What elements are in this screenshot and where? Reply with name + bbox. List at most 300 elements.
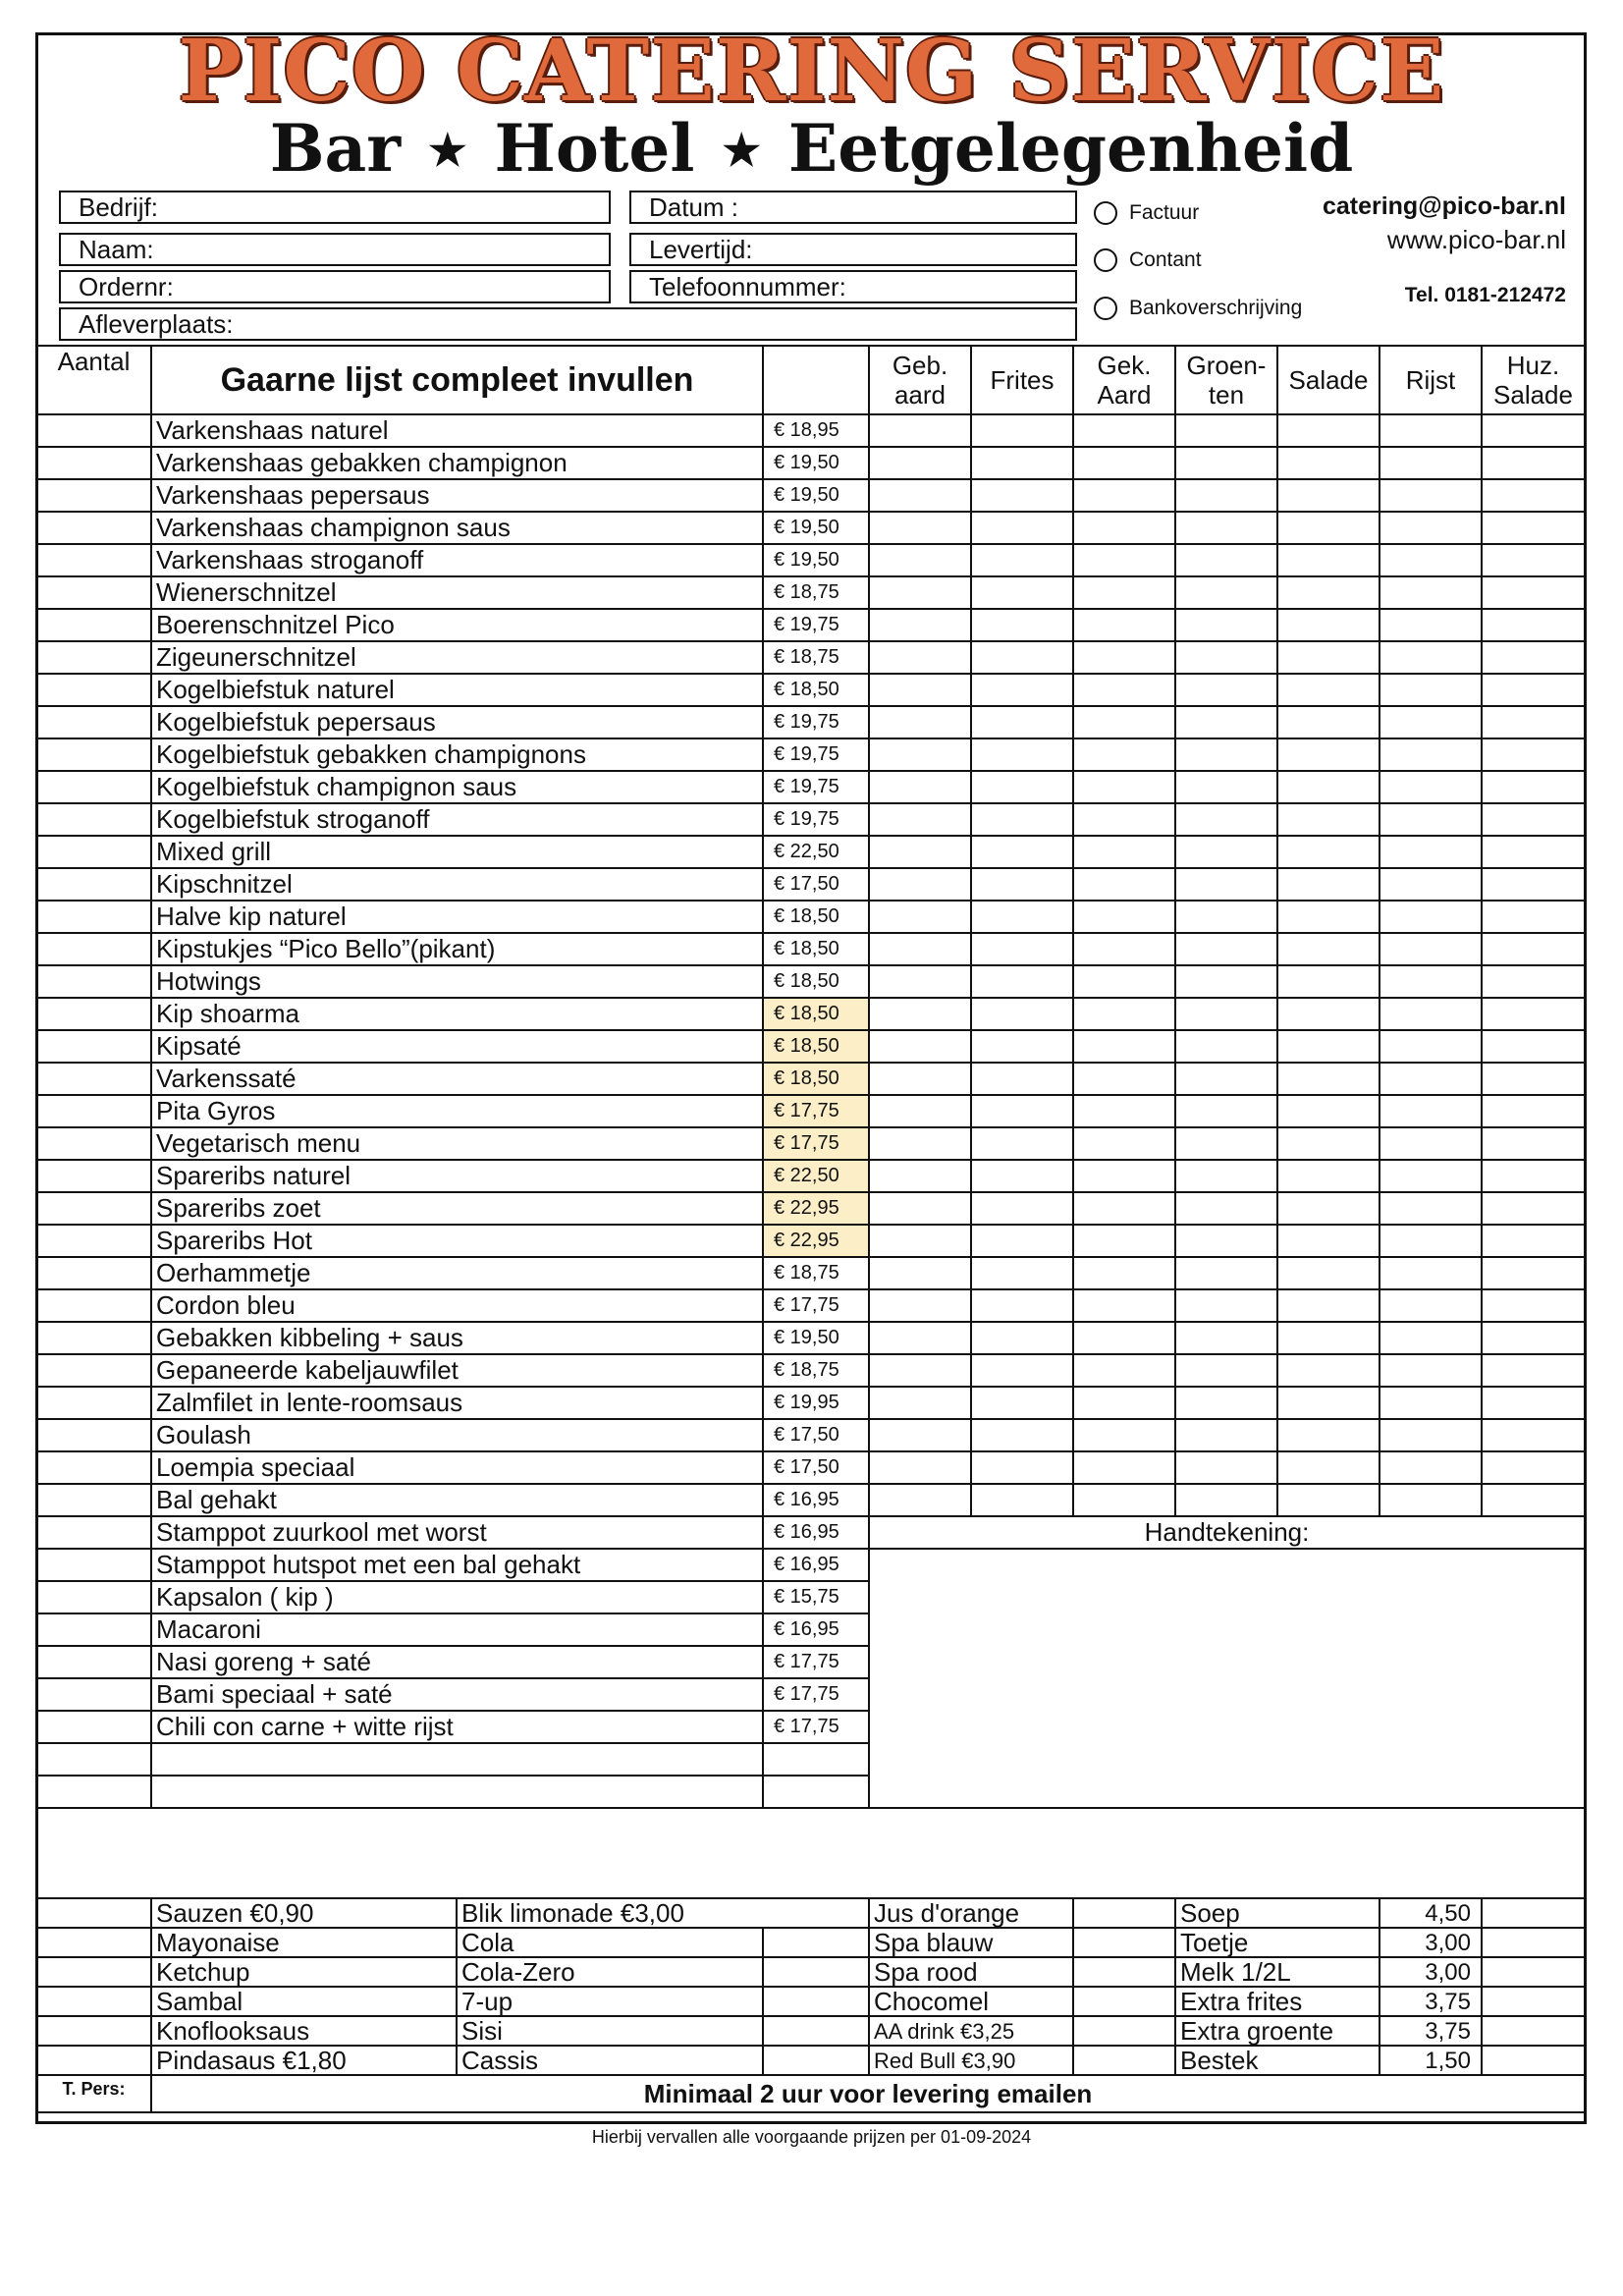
drink-qty[interactable] (1073, 1928, 1175, 1957)
aantal-cell[interactable] (36, 447, 151, 479)
side-cell[interactable] (869, 1322, 971, 1354)
side-cell[interactable] (971, 414, 1073, 447)
side-cell[interactable] (1380, 1451, 1482, 1484)
side-cell[interactable] (869, 901, 971, 933)
aantal-cell[interactable] (36, 414, 151, 447)
side-cell[interactable] (1380, 674, 1482, 706)
datum-field[interactable]: Datum : (629, 191, 1077, 224)
side-cell[interactable] (1482, 576, 1585, 609)
side-cell[interactable] (1073, 1451, 1175, 1484)
side-cell[interactable] (1277, 1160, 1380, 1192)
side-cell[interactable] (1482, 706, 1585, 738)
side-cell[interactable] (1073, 1257, 1175, 1289)
dish-price[interactable] (763, 1743, 869, 1776)
side-cell[interactable] (1175, 414, 1277, 447)
side-cell[interactable] (1482, 1484, 1585, 1516)
soda-qty[interactable] (763, 1987, 869, 2016)
side-cell[interactable] (971, 1484, 1073, 1516)
side-cell[interactable] (1073, 771, 1175, 803)
aantal-cell[interactable] (36, 1613, 151, 1646)
side-cell[interactable] (1073, 1484, 1175, 1516)
aantal-cell[interactable] (36, 576, 151, 609)
side-cell[interactable] (971, 544, 1073, 576)
side-cell[interactable] (869, 771, 971, 803)
aantal-cell[interactable] (36, 771, 151, 803)
aantal-cell[interactable] (36, 2046, 151, 2075)
side-cell[interactable] (1380, 512, 1482, 544)
side-cell[interactable] (1277, 803, 1380, 836)
side-cell[interactable] (1482, 414, 1585, 447)
side-cell[interactable] (1380, 1030, 1482, 1063)
side-cell[interactable] (1073, 1192, 1175, 1225)
side-cell[interactable] (1380, 998, 1482, 1030)
aantal-cell[interactable] (36, 836, 151, 868)
payment-factuur[interactable] (1094, 201, 1199, 225)
side-cell[interactable] (1073, 1095, 1175, 1127)
side-cell[interactable] (1175, 1160, 1277, 1192)
side-cell[interactable] (1175, 447, 1277, 479)
side-cell[interactable] (971, 512, 1073, 544)
aantal-cell[interactable] (36, 1160, 151, 1192)
side-cell[interactable] (1380, 771, 1482, 803)
side-cell[interactable] (1380, 1063, 1482, 1095)
side-cell[interactable] (971, 1419, 1073, 1451)
side-cell[interactable] (1175, 674, 1277, 706)
aantal-cell[interactable] (36, 1289, 151, 1322)
payment-contant[interactable] (1094, 248, 1202, 272)
drink-qty[interactable] (1073, 1898, 1175, 1928)
side-cell[interactable] (1277, 641, 1380, 674)
side-cell[interactable] (1482, 998, 1585, 1030)
side-cell[interactable] (1277, 447, 1380, 479)
naam-field[interactable]: Naam: (59, 233, 611, 266)
side-cell[interactable] (1380, 609, 1482, 641)
side-cell[interactable] (869, 1257, 971, 1289)
aantal-cell[interactable] (36, 1484, 151, 1516)
side-cell[interactable] (869, 868, 971, 901)
side-cell[interactable] (1175, 609, 1277, 641)
side-cell[interactable] (971, 447, 1073, 479)
other-qty[interactable] (1482, 1957, 1585, 1987)
side-cell[interactable] (1175, 1387, 1277, 1419)
side-cell[interactable] (869, 803, 971, 836)
side-cell[interactable] (1073, 706, 1175, 738)
side-cell[interactable] (971, 1322, 1073, 1354)
aantal-cell[interactable] (36, 674, 151, 706)
side-cell[interactable] (1380, 544, 1482, 576)
side-cell[interactable] (971, 998, 1073, 1030)
aantal-cell[interactable] (36, 1678, 151, 1711)
side-cell[interactable] (1482, 1289, 1585, 1322)
side-cell[interactable] (1277, 512, 1380, 544)
side-cell[interactable] (1277, 901, 1380, 933)
side-cell[interactable] (971, 1063, 1073, 1095)
side-cell[interactable] (1277, 933, 1380, 965)
other-qty[interactable] (1482, 1987, 1585, 2016)
side-cell[interactable] (971, 479, 1073, 512)
side-cell[interactable] (1175, 1257, 1277, 1289)
side-cell[interactable] (1277, 1225, 1380, 1257)
side-cell[interactable] (869, 1063, 971, 1095)
side-cell[interactable] (1277, 998, 1380, 1030)
side-cell[interactable] (1073, 641, 1175, 674)
drink-qty[interactable] (1073, 2016, 1175, 2046)
aantal-cell[interactable] (36, 1225, 151, 1257)
side-cell[interactable] (1380, 706, 1482, 738)
radio-icon[interactable] (1094, 201, 1117, 225)
side-cell[interactable] (869, 479, 971, 512)
side-cell[interactable] (869, 447, 971, 479)
side-cell[interactable] (1277, 706, 1380, 738)
side-cell[interactable] (1277, 1354, 1380, 1387)
side-cell[interactable] (1277, 414, 1380, 447)
side-cell[interactable] (1380, 1419, 1482, 1451)
telefoonnummer-field[interactable]: Telefoonnummer: (629, 270, 1077, 303)
side-cell[interactable] (971, 609, 1073, 641)
side-cell[interactable] (1482, 609, 1585, 641)
side-cell[interactable] (1277, 1484, 1380, 1516)
side-cell[interactable] (1175, 479, 1277, 512)
side-cell[interactable] (1380, 414, 1482, 447)
side-cell[interactable] (1277, 1289, 1380, 1322)
side-cell[interactable] (1073, 933, 1175, 965)
side-cell[interactable] (1073, 674, 1175, 706)
payment-bankoverschrijving[interactable] (1094, 297, 1302, 320)
side-cell[interactable] (1175, 933, 1277, 965)
side-cell[interactable] (1380, 1484, 1482, 1516)
side-cell[interactable] (971, 674, 1073, 706)
side-cell[interactable] (1073, 836, 1175, 868)
drink-qty[interactable] (1073, 1957, 1175, 1987)
side-cell[interactable] (869, 1192, 971, 1225)
side-cell[interactable] (971, 836, 1073, 868)
side-cell[interactable] (1277, 965, 1380, 998)
aantal-cell[interactable] (36, 1743, 151, 1776)
side-cell[interactable] (1482, 1063, 1585, 1095)
other-qty[interactable] (1482, 2046, 1585, 2075)
side-cell[interactable] (1277, 1030, 1380, 1063)
side-cell[interactable] (1073, 1127, 1175, 1160)
side-cell[interactable] (1073, 1322, 1175, 1354)
side-cell[interactable] (869, 414, 971, 447)
side-cell[interactable] (971, 933, 1073, 965)
side-cell[interactable] (1482, 933, 1585, 965)
side-cell[interactable] (1277, 1095, 1380, 1127)
aantal-cell[interactable] (36, 1776, 151, 1808)
side-cell[interactable] (869, 836, 971, 868)
side-cell[interactable] (1380, 1322, 1482, 1354)
side-cell[interactable] (1482, 771, 1585, 803)
aantal-cell[interactable] (36, 868, 151, 901)
aantal-cell[interactable] (36, 1516, 151, 1549)
side-cell[interactable] (1380, 868, 1482, 901)
side-cell[interactable] (1073, 414, 1175, 447)
aantal-cell[interactable] (36, 2016, 151, 2046)
side-cell[interactable] (869, 1127, 971, 1160)
aantal-cell[interactable] (36, 738, 151, 771)
aantal-cell[interactable] (36, 512, 151, 544)
dish-name[interactable] (151, 1776, 763, 1808)
side-cell[interactable] (869, 998, 971, 1030)
side-cell[interactable] (1482, 868, 1585, 901)
side-cell[interactable] (1073, 479, 1175, 512)
other-qty[interactable] (1482, 1898, 1585, 1928)
aantal-cell[interactable] (36, 641, 151, 674)
aantal-cell[interactable] (36, 1419, 151, 1451)
aantal-cell[interactable] (36, 1354, 151, 1387)
aantal-cell[interactable] (36, 1646, 151, 1678)
aantal-cell[interactable] (36, 933, 151, 965)
side-cell[interactable] (1175, 901, 1277, 933)
side-cell[interactable] (1380, 1387, 1482, 1419)
soda-qty[interactable] (763, 1957, 869, 1987)
aantal-cell[interactable] (36, 1898, 151, 1928)
side-cell[interactable] (1277, 1387, 1380, 1419)
soda-qty[interactable] (763, 1928, 869, 1957)
side-cell[interactable] (869, 1387, 971, 1419)
side-cell[interactable] (1380, 1289, 1482, 1322)
side-cell[interactable] (1482, 512, 1585, 544)
dish-name[interactable] (151, 1743, 763, 1776)
side-cell[interactable] (1380, 576, 1482, 609)
side-cell[interactable] (1482, 1387, 1585, 1419)
side-cell[interactable] (869, 1030, 971, 1063)
aantal-cell[interactable] (36, 1063, 151, 1095)
side-cell[interactable] (1073, 738, 1175, 771)
side-cell[interactable] (1073, 1419, 1175, 1451)
side-cell[interactable] (1175, 836, 1277, 868)
side-cell[interactable] (1482, 836, 1585, 868)
side-cell[interactable] (1277, 1192, 1380, 1225)
aantal-cell[interactable] (36, 1387, 151, 1419)
side-cell[interactable] (869, 738, 971, 771)
side-cell[interactable] (1482, 1127, 1585, 1160)
aantal-cell[interactable] (36, 1030, 151, 1063)
side-cell[interactable] (1175, 738, 1277, 771)
aantal-cell[interactable] (36, 609, 151, 641)
side-cell[interactable] (971, 1451, 1073, 1484)
side-cell[interactable] (1175, 1354, 1277, 1387)
side-cell[interactable] (1175, 1451, 1277, 1484)
aantal-cell[interactable] (36, 1192, 151, 1225)
side-cell[interactable] (1482, 803, 1585, 836)
side-cell[interactable] (1482, 1225, 1585, 1257)
side-cell[interactable] (1380, 1095, 1482, 1127)
side-cell[interactable] (1380, 479, 1482, 512)
side-cell[interactable] (869, 1289, 971, 1322)
side-cell[interactable] (971, 1160, 1073, 1192)
other-qty[interactable] (1482, 1928, 1585, 1957)
side-cell[interactable] (1073, 965, 1175, 998)
aantal-cell[interactable] (36, 1257, 151, 1289)
side-cell[interactable] (869, 1225, 971, 1257)
side-cell[interactable] (971, 1095, 1073, 1127)
side-cell[interactable] (1380, 1160, 1482, 1192)
aantal-cell[interactable] (36, 1322, 151, 1354)
side-cell[interactable] (1277, 544, 1380, 576)
side-cell[interactable] (1380, 1192, 1482, 1225)
side-cell[interactable] (971, 1257, 1073, 1289)
side-cell[interactable] (1380, 803, 1482, 836)
side-cell[interactable] (869, 1419, 971, 1451)
side-cell[interactable] (1482, 965, 1585, 998)
side-cell[interactable] (1175, 1095, 1277, 1127)
side-cell[interactable] (1380, 1127, 1482, 1160)
side-cell[interactable] (1073, 447, 1175, 479)
side-cell[interactable] (1482, 1160, 1585, 1192)
side-cell[interactable] (1073, 1160, 1175, 1192)
aantal-cell[interactable] (36, 998, 151, 1030)
side-cell[interactable] (1277, 771, 1380, 803)
ordernr-field[interactable]: Ordernr: (59, 270, 611, 303)
side-cell[interactable] (1277, 1127, 1380, 1160)
side-cell[interactable] (869, 674, 971, 706)
side-cell[interactable] (1277, 1419, 1380, 1451)
drink-qty[interactable] (1073, 2046, 1175, 2075)
side-cell[interactable] (971, 1030, 1073, 1063)
side-cell[interactable] (869, 706, 971, 738)
side-cell[interactable] (1482, 674, 1585, 706)
side-cell[interactable] (1380, 1354, 1482, 1387)
side-cell[interactable] (1277, 868, 1380, 901)
side-cell[interactable] (1277, 609, 1380, 641)
side-cell[interactable] (971, 803, 1073, 836)
drink-qty[interactable] (1073, 1987, 1175, 2016)
aantal-cell[interactable] (36, 479, 151, 512)
side-cell[interactable] (869, 512, 971, 544)
dish-price[interactable] (763, 1776, 869, 1808)
levertijd-field[interactable]: Levertijd: (629, 233, 1077, 266)
side-cell[interactable] (971, 738, 1073, 771)
side-cell[interactable] (1175, 1063, 1277, 1095)
side-cell[interactable] (1175, 771, 1277, 803)
side-cell[interactable] (1073, 1354, 1175, 1387)
side-cell[interactable] (1482, 1192, 1585, 1225)
side-cell[interactable] (1175, 544, 1277, 576)
side-cell[interactable] (869, 1484, 971, 1516)
side-cell[interactable] (1380, 1225, 1482, 1257)
side-cell[interactable] (971, 1225, 1073, 1257)
side-cell[interactable] (1277, 479, 1380, 512)
aantal-cell[interactable] (36, 803, 151, 836)
side-cell[interactable] (1380, 965, 1482, 998)
side-cell[interactable] (1073, 1030, 1175, 1063)
side-cell[interactable] (1175, 1289, 1277, 1322)
side-cell[interactable] (1482, 1322, 1585, 1354)
side-cell[interactable] (1380, 738, 1482, 771)
aantal-cell[interactable] (36, 1928, 151, 1957)
side-cell[interactable] (1482, 479, 1585, 512)
side-cell[interactable] (869, 609, 971, 641)
aantal-cell[interactable] (36, 901, 151, 933)
aantal-cell[interactable] (36, 1095, 151, 1127)
side-cell[interactable] (1277, 1063, 1380, 1095)
side-cell[interactable] (1277, 674, 1380, 706)
aantal-cell[interactable] (36, 1549, 151, 1581)
side-cell[interactable] (1175, 641, 1277, 674)
side-cell[interactable] (1482, 1354, 1585, 1387)
side-cell[interactable] (1380, 1257, 1482, 1289)
side-cell[interactable] (971, 1192, 1073, 1225)
side-cell[interactable] (1073, 512, 1175, 544)
side-cell[interactable] (869, 933, 971, 965)
side-cell[interactable] (971, 901, 1073, 933)
side-cell[interactable] (1277, 836, 1380, 868)
side-cell[interactable] (1277, 738, 1380, 771)
side-cell[interactable] (1482, 447, 1585, 479)
side-cell[interactable] (1277, 1257, 1380, 1289)
side-cell[interactable] (1277, 576, 1380, 609)
aantal-cell[interactable] (36, 1957, 151, 1987)
side-cell[interactable] (1380, 933, 1482, 965)
side-cell[interactable] (1175, 1419, 1277, 1451)
side-cell[interactable] (1175, 1030, 1277, 1063)
bedrijf-field[interactable]: Bedrijf: (59, 191, 611, 224)
afleverplaats-field[interactable]: Afleverplaats: (59, 307, 1077, 341)
side-cell[interactable] (1482, 641, 1585, 674)
side-cell[interactable] (1482, 1095, 1585, 1127)
aantal-cell[interactable] (36, 1127, 151, 1160)
side-cell[interactable] (1175, 706, 1277, 738)
side-cell[interactable] (869, 576, 971, 609)
side-cell[interactable] (1073, 1063, 1175, 1095)
side-cell[interactable] (1482, 1451, 1585, 1484)
side-cell[interactable] (1175, 868, 1277, 901)
side-cell[interactable] (1482, 1030, 1585, 1063)
soda-qty[interactable] (763, 2016, 869, 2046)
side-cell[interactable] (1073, 998, 1175, 1030)
side-cell[interactable] (971, 868, 1073, 901)
side-cell[interactable] (1380, 901, 1482, 933)
side-cell[interactable] (971, 706, 1073, 738)
side-cell[interactable] (1175, 1322, 1277, 1354)
side-cell[interactable] (971, 1354, 1073, 1387)
signature-box[interactable] (869, 1549, 1585, 1808)
aantal-cell[interactable] (36, 1711, 151, 1743)
side-cell[interactable] (971, 1127, 1073, 1160)
side-cell[interactable] (1175, 803, 1277, 836)
side-cell[interactable] (869, 1451, 971, 1484)
side-cell[interactable] (1073, 609, 1175, 641)
side-cell[interactable] (1073, 868, 1175, 901)
side-cell[interactable] (1175, 512, 1277, 544)
aantal-cell[interactable] (36, 965, 151, 998)
side-cell[interactable] (1277, 1322, 1380, 1354)
aantal-cell[interactable] (36, 1987, 151, 2016)
side-cell[interactable] (869, 1160, 971, 1192)
side-cell[interactable] (1482, 1419, 1585, 1451)
side-cell[interactable] (1175, 1484, 1277, 1516)
soda-qty[interactable] (763, 2046, 869, 2075)
side-cell[interactable] (1073, 576, 1175, 609)
aantal-cell[interactable] (36, 706, 151, 738)
side-cell[interactable] (971, 1289, 1073, 1322)
side-cell[interactable] (869, 1095, 971, 1127)
side-cell[interactable] (869, 1354, 971, 1387)
radio-icon[interactable] (1094, 248, 1117, 272)
side-cell[interactable] (1380, 836, 1482, 868)
side-cell[interactable] (1482, 901, 1585, 933)
aantal-cell[interactable] (36, 1581, 151, 1613)
side-cell[interactable] (1073, 544, 1175, 576)
side-cell[interactable] (971, 576, 1073, 609)
side-cell[interactable] (1073, 1289, 1175, 1322)
side-cell[interactable] (971, 771, 1073, 803)
side-cell[interactable] (1380, 641, 1482, 674)
side-cell[interactable] (869, 641, 971, 674)
side-cell[interactable] (1175, 998, 1277, 1030)
side-cell[interactable] (1277, 1451, 1380, 1484)
